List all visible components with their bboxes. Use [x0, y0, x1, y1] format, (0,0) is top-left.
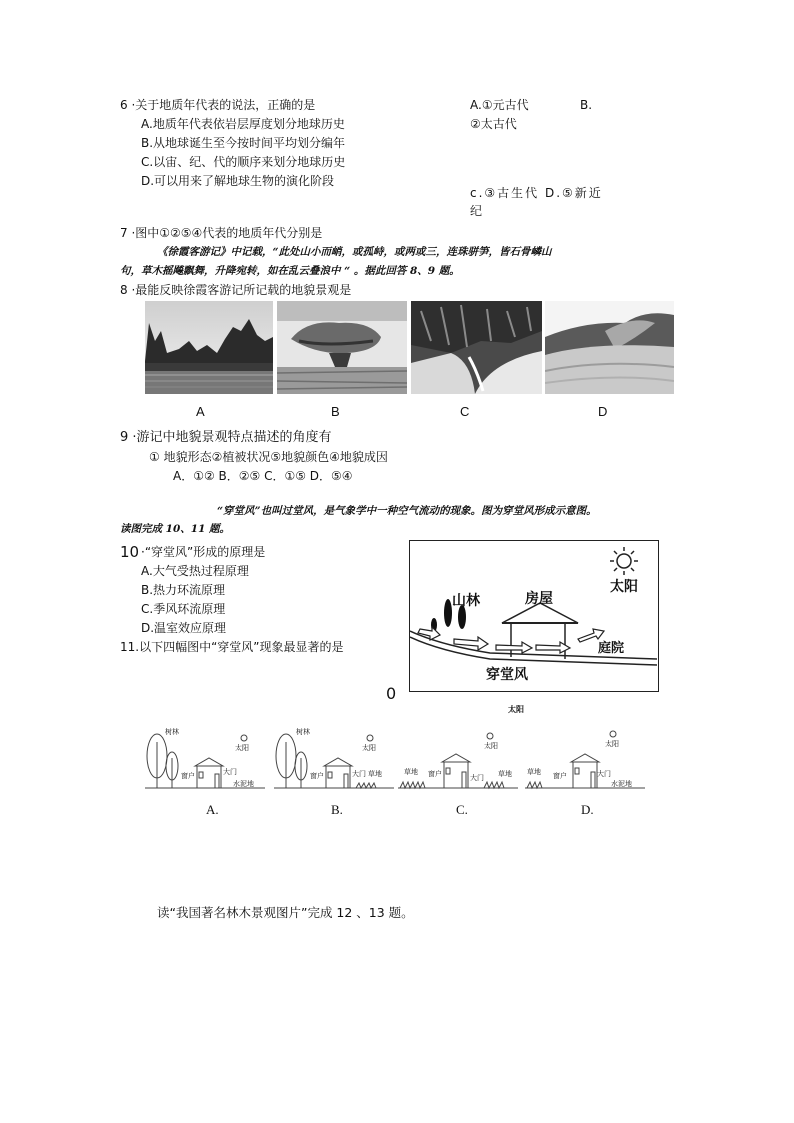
mini-b-window: 窗户 [310, 772, 324, 780]
mini-b-door: 大门 [352, 770, 366, 778]
mini-diagram-d [525, 722, 645, 814]
photo-label-d: D [598, 404, 608, 419]
mini-d-sun: 太阳 [605, 740, 619, 748]
photo-label-a: A [196, 404, 205, 419]
diagram-caption: 太阳 [508, 705, 524, 714]
diagram-house-label: 房屋 [525, 591, 553, 607]
q6-option-c: C.以宙、纪、代的顺序来划分地球历史 [141, 155, 346, 169]
mini-a-door: 大门 [223, 768, 237, 776]
q10-option-d: D.温室效应原理 [141, 621, 227, 635]
mini-b-sun: 太阳 [362, 744, 376, 752]
photo-eroded-slope [411, 301, 542, 394]
q7-option-b-text: ②太古代 [470, 117, 517, 131]
q11-stem: 11.以下四幅图中“穿堂风”现象最显著的是 [120, 640, 344, 654]
mini-d-right-tag: 水泥地 [611, 780, 632, 788]
mini-d-left-tag: 草地 [527, 768, 541, 776]
q10-stem: ·“穿堂风”形成的原理是 [141, 545, 266, 559]
q7-stem: 7 ·图中①②⑤④代表的地质年代分别是 [120, 226, 323, 240]
photo-desert-dunes [545, 301, 674, 394]
footer-instruction: 读“我国著名林木景观图片”完成 12 、13 题。 [157, 905, 414, 920]
diagram-zero-mark: 0 [386, 684, 397, 703]
draft-wind-diagram [409, 540, 659, 692]
photo-mushroom-rock [277, 301, 407, 394]
q6-option-a: A.地质年代表依岩层厚度划分地球历史 [141, 117, 345, 131]
mini-a-right-tag: 水泥地 [233, 780, 254, 788]
mini-b-left-tag: 树林 [296, 728, 310, 736]
q10-option-b: B.热力环流原理 [141, 583, 226, 597]
mini-diagram-b [274, 722, 394, 814]
mini-d-door: 大门 [597, 770, 611, 778]
mini-b-right-tag: 草地 [368, 770, 382, 778]
q6-option-b: B.从地球诞生至今按时间平均划分编年 [141, 136, 346, 150]
mini-diagram-c [398, 722, 518, 814]
mini-c-sun: 太阳 [484, 742, 498, 750]
mini-c-door: 大门 [470, 774, 484, 782]
mini-d-window: 窗户 [553, 772, 567, 780]
q7-option-b: B. [580, 98, 593, 112]
q10-option-c: C.季风环流原理 [141, 602, 226, 616]
mini-label-a: A. [206, 802, 219, 817]
diagram-wind-label: 穿堂风 [486, 667, 528, 683]
mini-a-sun: 太阳 [235, 744, 249, 752]
mini-c-window: 窗户 [428, 770, 442, 778]
mini-c-right-tag: 草地 [498, 770, 512, 778]
q7-option-cd: c.③古生代 D.⑤新近 [470, 186, 603, 200]
q9-items: ① 地貌形态②植被状况⑤地貌颜色④地貌成因 [149, 450, 388, 464]
diagram-sun-label: 太阳 [610, 579, 638, 595]
q9-stem: 9 ·游记中地貌景观特点描述的角度有 [120, 430, 332, 445]
passage2-line1: “穿堂风”也叫过堂风，是气象学中一种空气流动的现象。图为穿堂风形成示意图。 [217, 505, 597, 517]
q6-stem: 6 ·关于地质年代表的说法，正确的是 [120, 98, 316, 112]
photo-label-c: C [460, 404, 470, 419]
photo-karst-landscape [145, 301, 273, 394]
mini-a-left-tag: 树林 [165, 728, 179, 736]
diagram-forest-label: 山林 [452, 593, 480, 609]
mini-label-c: C. [456, 802, 468, 817]
passage2-line2: 读图完成 10、11 题。 [120, 523, 231, 535]
q10-number: 10 [120, 543, 140, 561]
sun-icon [610, 547, 638, 575]
mini-c-left-tag: 草地 [404, 768, 418, 776]
mini-a-window: 窗户 [181, 772, 195, 780]
q6-option-d: D.可以用来了解地球生物的演化阶段 [141, 174, 335, 188]
photo-label-b: B [331, 404, 340, 419]
mini-diagram-a [145, 722, 265, 814]
mini-label-d: D. [581, 802, 594, 817]
passage1-line2: 句，草木摇飚飘舞，升降宛转，如在乱云叠浪中 “ 。据此回答 8、9 题。 [120, 265, 460, 277]
diagram-yard-label: 庭院 [598, 641, 625, 656]
passage1-line1: 《徐霞客游记》中记载，“此处山小而峭，或孤峙，或两或三，连珠骈笋，皆石骨嶙山 [157, 246, 552, 258]
q8-stem: 8 ·最能反映徐霞客游记所记载的地貌景观是 [120, 283, 352, 297]
mini-label-b: B. [331, 802, 343, 817]
q7-option-d-cont: 纪 [470, 204, 483, 218]
q7-option-a: A.①元古代 [470, 98, 529, 112]
q10-option-a: A.大气受热过程原理 [141, 564, 249, 578]
q9-answers: A．①② B．②⑤ C．①⑤ D．⑤④ [173, 469, 353, 483]
